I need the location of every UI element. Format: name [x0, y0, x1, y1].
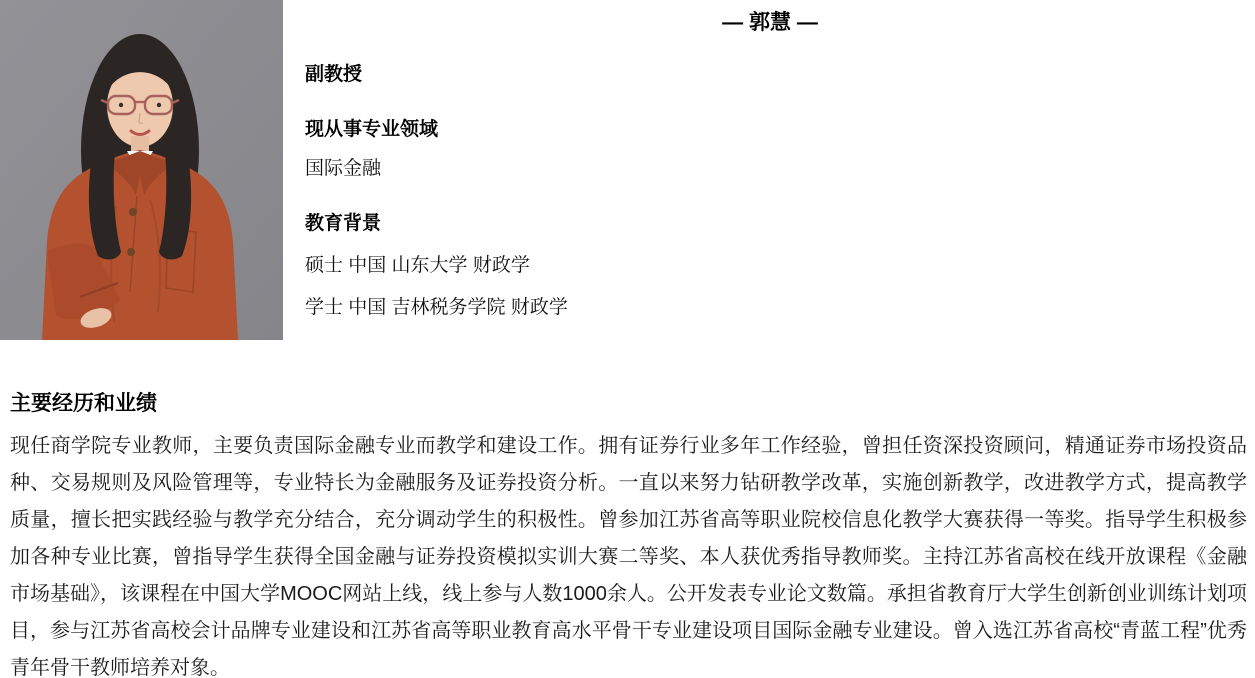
education-section-heading: 教育背景: [305, 213, 382, 234]
field-section-heading: 现从事专业领域: [305, 119, 439, 140]
profile-name: — 郭慧 —: [722, 11, 818, 34]
experience-heading: 主要经历和业绩: [10, 392, 157, 415]
field-value: 国际金融: [305, 158, 382, 179]
experience-paragraph: 现任商学院专业教师，主要负责国际金融专业而教学和建设工作。拥有证券行业多年工作经验，曾担任资深投资顾问，精通证券市场投资品种、交易规则及风险管理等，专业特长为金融服务及证券投资分析。一直以来努力钻研教学改革，实施创新教学，改进教学方式，提高教学质量，擅长把实践经验与教学充分结合，充分调动学生的积极性。曾参加江苏省高等职业院校信息化教学大赛获得一等奖。指导学生积极参加各种专业比赛，曾指导学生获得全国金融与证券投资模拟实训大赛二等奖、本人获优秀指导教师奖。主持江苏省高校在线开放课程《金融市场基础》，该课程在中国大学MOOC网站上线，线上参与人数1000余人。公开发表专业论文数篇。承担省教育厅大学生创新创业训练计划项目，参与江苏省高校会计品牌专业建设和江苏省高等职业教育高水平骨干专业建设项目国际金融专业建设。曾入选江苏省高校“青蓝工程”优秀青年骨干教师培养对象。: [10, 435, 1247, 678]
education-item: 硕士 中国 山东大学 财政学: [305, 255, 530, 276]
profile-title: 副教授: [305, 64, 363, 85]
portrait-illustration: [0, 0, 283, 340]
profile-photo: [0, 0, 283, 340]
experience-section: [10, 390, 1247, 678]
education-item: 学士 中国 吉林税务学院 财政学: [305, 297, 568, 318]
